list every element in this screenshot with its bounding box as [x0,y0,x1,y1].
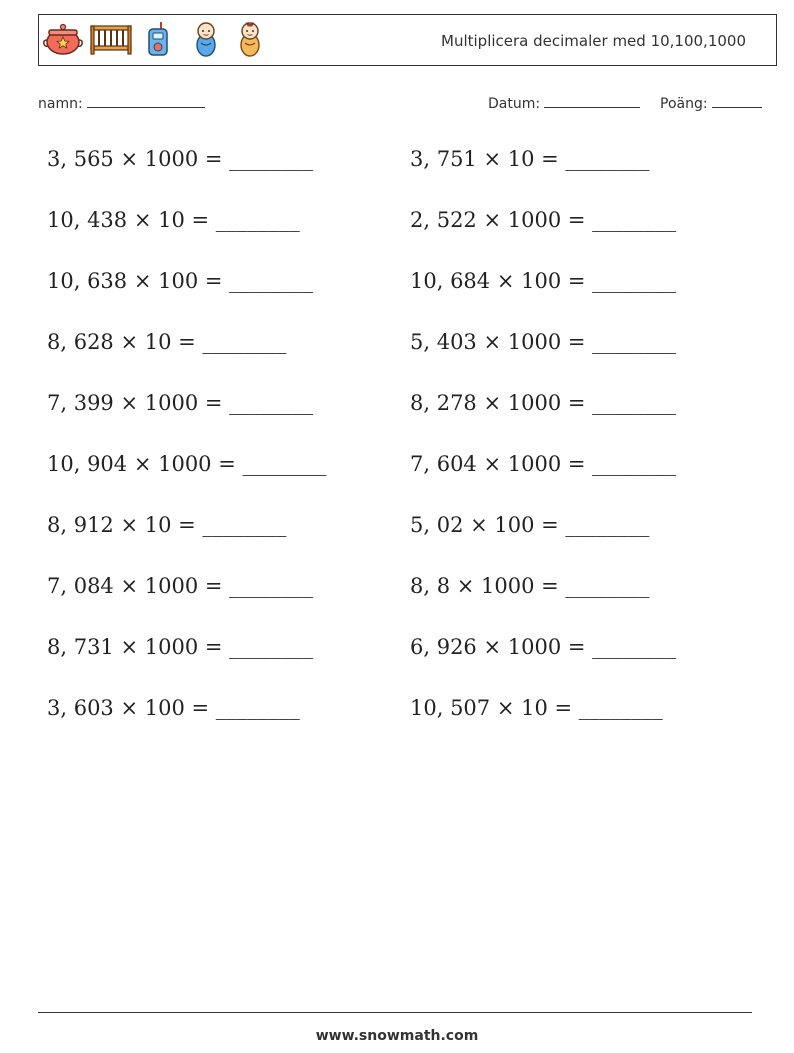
problem-item: 8, 912 × 10 = ________ [47,513,287,537]
problem-item: 8, 731 × 1000 = ________ [47,635,314,659]
problem-item: 5, 02 × 100 = ________ [410,513,650,537]
baby-girl-icon [239,21,261,61]
problem-item: 7, 084 × 1000 = ________ [47,574,314,598]
problem-item: 6, 926 × 1000 = ________ [410,635,677,659]
problem-item: 10, 904 × 1000 = ________ [47,452,327,476]
problem-item: 3, 751 × 10 = ________ [410,147,650,171]
problem-row [47,635,767,696]
problem-row [47,452,767,513]
name-line[interactable] [87,95,205,108]
score-label: Poäng: [660,96,708,112]
date-line[interactable] [544,95,640,108]
problem-item: 3, 565 × 1000 = ________ [47,147,314,171]
problem-grid [47,147,767,757]
crib-icon [89,22,133,60]
problem-row [47,696,767,757]
name-field[interactable] [38,95,205,112]
problem-item: 10, 638 × 100 = ________ [47,269,314,293]
problem-item: 8, 8 × 1000 = ________ [410,574,650,598]
problem-item: 8, 278 × 1000 = ________ [410,391,677,415]
problem-row [47,269,767,330]
date-label: Datum: [488,96,541,112]
problem-row [47,147,767,208]
problem-row [47,330,767,391]
header-icons [43,21,267,61]
score-field[interactable] [660,95,762,112]
date-field[interactable] [488,95,640,112]
name-label: namn: [38,96,83,112]
footer-divider [38,1012,752,1013]
worksheet-header [38,14,777,66]
baby-boy-icon [195,21,217,61]
problem-item: 3, 603 × 100 = ________ [47,696,300,720]
problem-row [47,513,767,574]
problem-item: 10, 507 × 10 = ________ [410,696,663,720]
problem-item: 7, 604 × 1000 = ________ [410,452,677,476]
score-line[interactable] [712,95,762,108]
pot-icon [43,22,83,60]
footer-url[interactable]: www.snowmath.com [315,1028,479,1044]
problem-row [47,208,767,269]
problem-item: 10, 684 × 100 = ________ [410,269,677,293]
baby-monitor-icon [147,21,169,61]
problem-item: 10, 438 × 10 = ________ [47,208,300,232]
problem-row [47,391,767,452]
problem-item: 8, 628 × 10 = ________ [47,330,287,354]
problem-item: 2, 522 × 1000 = ________ [410,208,677,232]
problem-row [47,574,767,635]
problem-item: 7, 399 × 1000 = ________ [47,391,314,415]
worksheet-title: Multiplicera decimaler med 10,100,1000 [441,32,746,50]
problem-item: 5, 403 × 1000 = ________ [410,330,677,354]
